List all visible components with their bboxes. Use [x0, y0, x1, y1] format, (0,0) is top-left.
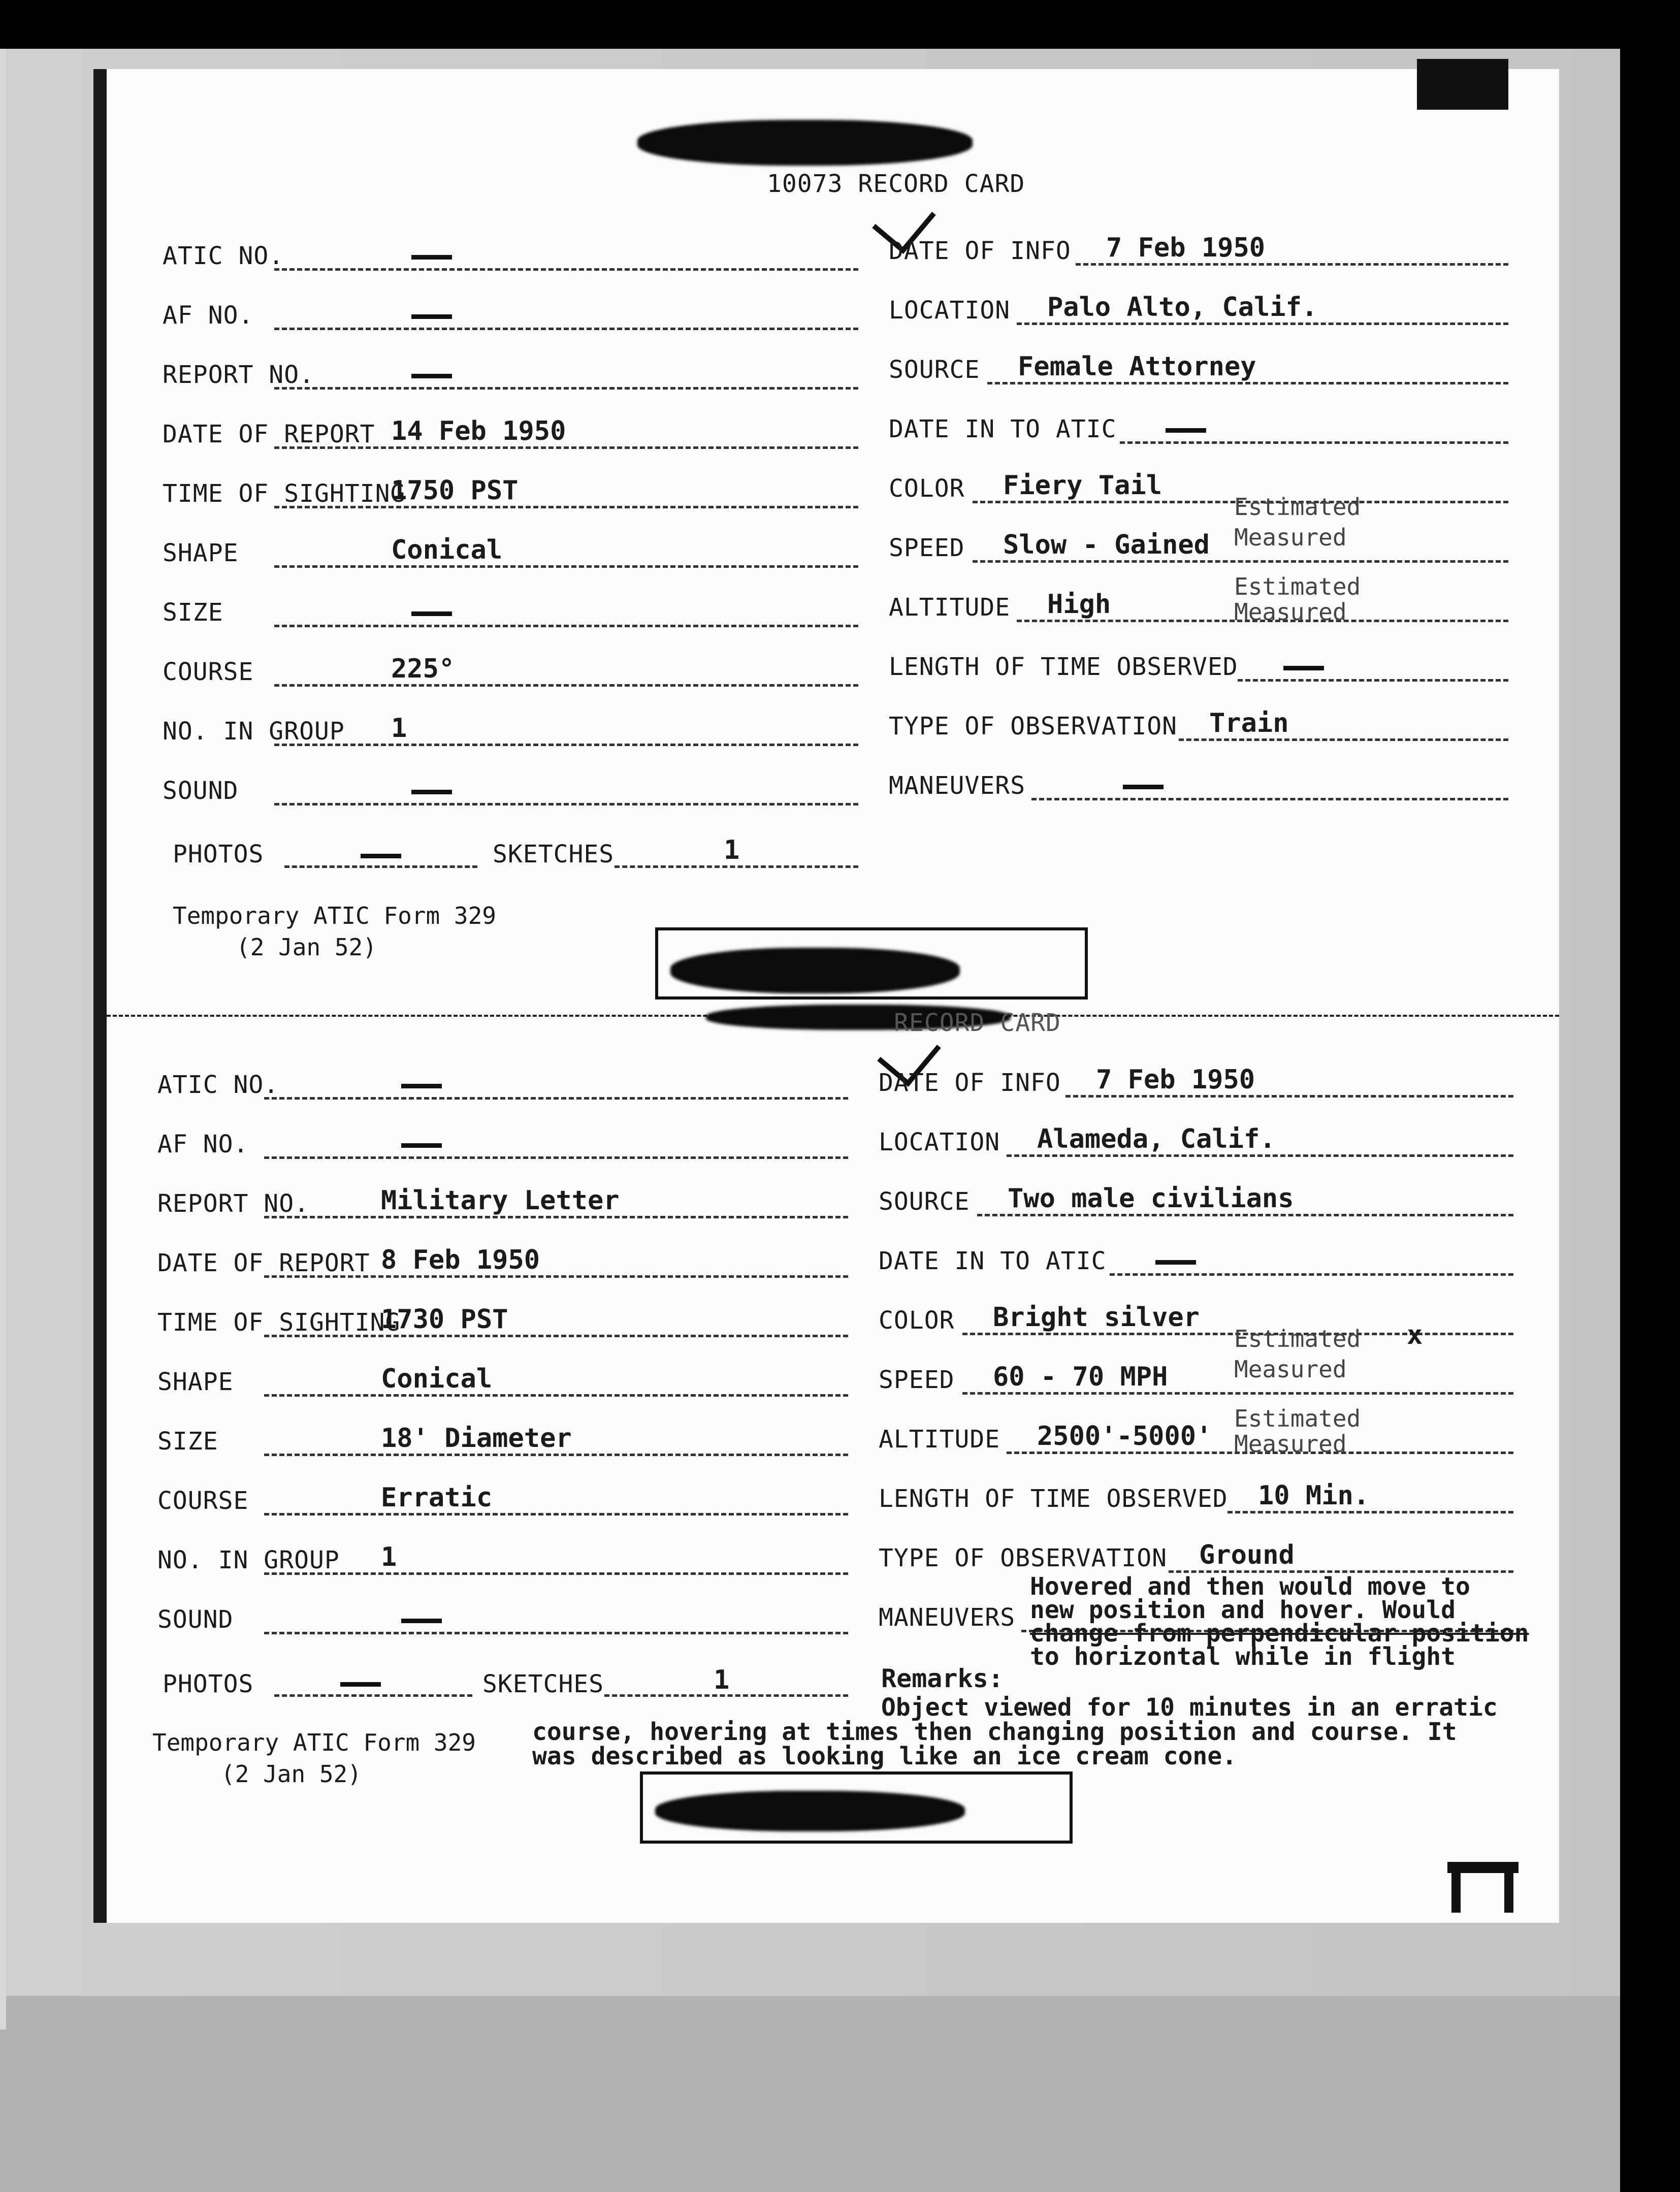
field-label: LENGTH OF TIME OBSERVED [889, 653, 1238, 681]
field-label: COLOR [889, 474, 965, 503]
field-underline [1110, 1273, 1513, 1276]
field-underline [264, 1394, 848, 1397]
field-underline [274, 684, 858, 687]
field-label: AF NO. [163, 301, 254, 330]
field-label: DATE OF INFO [879, 1069, 1061, 1097]
field-value: 1730 PST [381, 1304, 508, 1335]
empty-dash [411, 611, 452, 616]
field-underline [264, 1275, 848, 1278]
field-value: Erratic [381, 1482, 493, 1513]
empty-dash [401, 1084, 442, 1088]
field-label: SPEED [889, 534, 965, 562]
field-value: Bright silver [993, 1302, 1200, 1333]
field-label: ALTITUDE [889, 593, 1011, 622]
remarks-line: course, hovering at times then changing position and course. It [532, 1718, 1457, 1746]
card2-form-line2: (2 Jan 52) [221, 1760, 362, 1788]
empty-dash [401, 1619, 442, 1623]
field-underline [962, 1392, 1513, 1395]
card1-form-line1: Temporary ATIC Form 329 [173, 902, 496, 929]
field-value: High [1047, 589, 1111, 620]
field-underline [1076, 263, 1508, 266]
field-label: LOCATION [879, 1128, 1000, 1156]
mount-lower-strip [0, 1996, 1620, 2192]
card1-sketches-label: SKETCHES [493, 840, 615, 868]
field-underline [274, 744, 858, 746]
field-value: Slow - Gained [1003, 530, 1210, 560]
field-underline [264, 1454, 848, 1456]
field-value: 2500'-5000' [1037, 1421, 1212, 1452]
field-label: NO. IN GROUP [157, 1546, 340, 1574]
field-underline [1227, 1511, 1513, 1513]
field-underline [274, 387, 858, 390]
field-value: 7 Feb 1950 [1106, 233, 1266, 263]
field-underline [973, 560, 1508, 563]
card2-sketches-label: SKETCHES [482, 1670, 604, 1698]
empty-dash [411, 374, 452, 378]
speed-estimated-label: Estimated [1234, 493, 1361, 521]
field-label: REPORT NO. [157, 1189, 309, 1218]
field-label: DATE IN TO ATIC [889, 415, 1117, 443]
maneuvers-line: change from perpendicular position [1030, 1619, 1529, 1648]
field-underline [977, 1214, 1513, 1216]
field-label: ALTITUDE [879, 1425, 1000, 1454]
field-label: MANEUVERS [879, 1603, 1016, 1632]
field-value: 60 - 70 MPH [993, 1362, 1168, 1392]
corner-mark-top [1417, 59, 1508, 110]
redaction-top-header [637, 120, 973, 166]
field-underline [274, 625, 858, 627]
field-underline [1238, 679, 1508, 682]
field-label: COLOR [879, 1306, 955, 1335]
field-label: SOURCE [879, 1187, 970, 1216]
empty-dash [1166, 428, 1206, 433]
field-label: TIME OF SIGHTING [157, 1308, 401, 1337]
field-label: TYPE OF OBSERVATION [879, 1544, 1168, 1572]
empty-dash [411, 790, 452, 794]
field-label: SHAPE [157, 1368, 234, 1396]
field-label: ATIC NO. [157, 1071, 279, 1099]
card2-sketches-value: 1 [714, 1665, 730, 1695]
speed-estimated-mark: x [1407, 1320, 1423, 1350]
field-underline [987, 382, 1508, 384]
field-underline [274, 328, 858, 330]
field-value: 1 [391, 713, 407, 744]
card1-photos-dash [361, 854, 401, 858]
field-label: DATE IN TO ATIC [879, 1247, 1107, 1275]
field-label: COURSE [163, 658, 254, 686]
field-underline [264, 1156, 848, 1159]
field-label: LENGTH OF TIME OBSERVED [879, 1485, 1228, 1513]
field-label: LOCATION [889, 296, 1011, 325]
field-value: Conical [391, 535, 503, 565]
left-edge [0, 49, 6, 2029]
field-value: Two male civilians [1008, 1183, 1294, 1214]
field-label: DATE OF REPORT [163, 420, 375, 448]
field-underline [264, 1335, 848, 1337]
altitude-estimated-label: Estimated [1234, 573, 1361, 600]
card1-sketches-value: 1 [724, 835, 740, 865]
card2-header: RECORD CARD [894, 1009, 1061, 1037]
altitude-measured-label: Measured [1234, 598, 1347, 626]
field-underline [264, 1632, 848, 1634]
field-label: DATE OF REPORT [157, 1249, 370, 1277]
field-label: ATIC NO. [163, 242, 284, 270]
field-underline [264, 1572, 848, 1575]
field-underline [264, 1513, 848, 1516]
field-underline [1120, 441, 1508, 444]
speed-estimated-label: Estimated [1234, 1325, 1361, 1352]
remarks-line: Object viewed for 10 minutes in an erratic [881, 1693, 1498, 1722]
field-value: Fiery Tail [1003, 470, 1162, 501]
field-label: SIZE [163, 598, 223, 627]
field-underline [1179, 738, 1508, 741]
speed-measured-label: Measured [1234, 1356, 1347, 1383]
field-label: COURSE [157, 1487, 249, 1515]
field-value: Palo Alto, Calif. [1047, 292, 1318, 323]
field-value: 8 Feb 1950 [381, 1245, 540, 1275]
maneuvers-line: to horizontal while in flight [1030, 1642, 1456, 1671]
field-label: NO. IN GROUP [163, 717, 345, 746]
altitude-measured-label: Measured [1234, 1430, 1347, 1458]
card1-photos-label: PHOTOS [173, 840, 264, 868]
field-label: SOUND [163, 777, 239, 805]
speed-measured-label: Measured [1234, 524, 1347, 551]
field-value: Military Letter [381, 1185, 620, 1216]
field-label: MANEUVERS [889, 771, 1026, 800]
card2-photos-label: PHOTOS [163, 1670, 254, 1698]
empty-dash [1283, 666, 1324, 670]
field-underline [274, 446, 858, 449]
field-value: 1 [381, 1542, 397, 1572]
field-value: 10 Min. [1258, 1480, 1370, 1511]
field-value: Ground [1199, 1540, 1295, 1570]
maneuvers-line: Hovered and then would move to [1030, 1572, 1470, 1601]
field-underline [1017, 323, 1508, 325]
field-label: DATE OF INFO [889, 237, 1071, 265]
field-value: 18' Diameter [381, 1423, 572, 1454]
field-label: SOURCE [889, 356, 980, 384]
card2-form-line1: Temporary ATIC Form 329 [152, 1729, 476, 1756]
empty-dash [1155, 1260, 1196, 1265]
field-label: AF NO. [157, 1130, 249, 1158]
field-underline [274, 565, 858, 568]
card1-header: 10073 RECORD CARD [767, 170, 1025, 198]
field-label: SOUND [157, 1605, 234, 1634]
field-label: SIZE [157, 1427, 218, 1456]
field-label: REPORT NO. [163, 361, 314, 389]
redaction-card1-box [670, 948, 960, 993]
altitude-estimated-label: Estimated [1234, 1405, 1361, 1432]
field-underline [1031, 798, 1508, 800]
empty-dash [401, 1143, 442, 1148]
field-label: SPEED [879, 1366, 955, 1394]
field-label: TYPE OF OBSERVATION [889, 712, 1178, 740]
field-underline [1065, 1095, 1513, 1098]
field-underline [274, 803, 858, 805]
maneuvers-line: new position and hover. Would [1030, 1596, 1456, 1624]
empty-dash [411, 255, 452, 260]
card1-form-line2: (2 Jan 52) [236, 933, 377, 961]
field-value: Alameda, Calif. [1037, 1124, 1276, 1154]
field-value: Conical [381, 1364, 493, 1394]
field-underline [1007, 1154, 1513, 1157]
field-value: Train [1209, 708, 1289, 738]
field-underline [274, 506, 858, 508]
empty-dash [411, 314, 452, 319]
card2-photos-dash [340, 1682, 381, 1687]
card2-remarks-label: Remarks: [881, 1664, 1004, 1693]
field-value: 225° [391, 654, 455, 684]
record-card-sheet [107, 69, 1559, 1923]
field-value: Female Attorney [1018, 351, 1256, 382]
empty-dash [1123, 785, 1164, 789]
field-label: TIME OF SIGHTING [163, 479, 406, 508]
field-value: 14 Feb 1950 [391, 416, 566, 446]
field-underline [264, 1216, 848, 1218]
redaction-card2-box [655, 1791, 965, 1831]
field-label: SHAPE [163, 539, 239, 567]
field-underline [264, 1097, 848, 1100]
field-value: 7 Feb 1950 [1096, 1065, 1255, 1095]
field-underline [274, 268, 858, 271]
remarks-line: was described as looking like an ice cream cone. [532, 1742, 1237, 1770]
field-value: 1750 PST [391, 475, 519, 506]
